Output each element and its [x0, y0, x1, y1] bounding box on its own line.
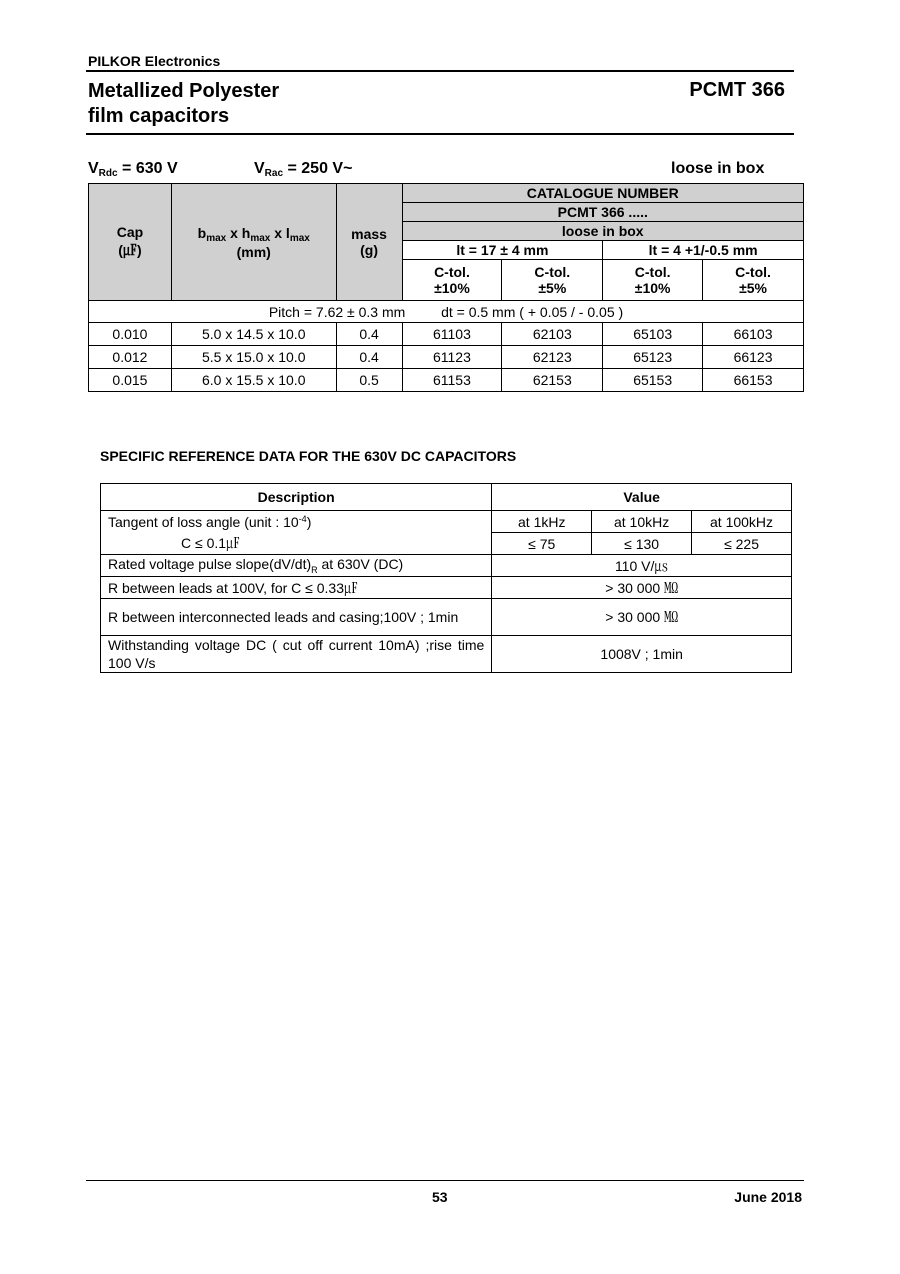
- dims-cell: 6.0 x 15.5 x 10.0: [171, 369, 336, 392]
- title-line-1: Metallized Polyester: [88, 80, 280, 102]
- rated-ac-voltage: $V_{Rac} = 250$ V~: [254, 160, 353, 179]
- dt-text: dt = 0.5 mm ( + 0.05 / - 0.05 ): [441, 303, 624, 320]
- leads-resistance-value: > 30 000 ㏁: [492, 577, 792, 599]
- header-rule: [86, 70, 794, 72]
- table-row: [89, 369, 804, 392]
- mass-cell: 0.5: [336, 369, 402, 392]
- series-header: PCMT 366 .....: [402, 203, 803, 222]
- frequency-cell: at 100kHz: [692, 511, 792, 533]
- tolerance-header: C-tol. ±10%: [402, 260, 502, 301]
- table-row: [89, 346, 804, 369]
- dims-cell: 5.0 x 14.5 x 10.0: [171, 323, 336, 346]
- catalogue-number-cell: 61123: [402, 346, 502, 369]
- mass-cell: 0.4: [336, 346, 402, 369]
- reference-table: [100, 483, 792, 673]
- tangent-description: Tangent of loss angle (unit : $10^{-4}$) C ≤ 0.1㎌: [101, 511, 492, 555]
- reference-section-title: SPECIFIC REFERENCE DATA FOR THE 630V DC CAPACITORS: [100, 448, 517, 464]
- table-row: [89, 323, 804, 346]
- catalogue-number-header: CATALOGUE NUMBER: [402, 184, 803, 203]
- catalogue-number-cell: 65153: [603, 369, 703, 392]
- withstand-voltage-value: 1008V ; 1min: [492, 636, 792, 673]
- mass-cell: 0.4: [336, 323, 402, 346]
- pitch-row: [89, 301, 804, 323]
- tangent-value-cell: ≤ 225: [692, 533, 792, 555]
- cap-cell: 0.010: [89, 323, 172, 346]
- catalogue-number-cell: 66103: [703, 323, 804, 346]
- tolerance-header: C-tol. ±5%: [502, 260, 603, 301]
- lead-length-header-1: lt = 17 ± 4 mm: [402, 241, 603, 260]
- dims-cell: 5.5 x 15.0 x 10.0: [171, 346, 336, 369]
- frequency-cell: at 1kHz: [492, 511, 592, 533]
- tangent-value-cell: ≤ 130: [592, 533, 692, 555]
- pitch-text: Pitch = 7.62 ± 0.3 mm: [268, 303, 406, 320]
- catalogue-number-cell: 65103: [603, 323, 703, 346]
- catalogue-number-cell: 65123: [603, 346, 703, 369]
- tangent-value-cell: ≤ 75: [492, 533, 592, 555]
- tolerance-header: C-tol. ±10%: [603, 260, 703, 301]
- description-header: Description: [101, 484, 492, 511]
- catalogue-number-cell: 61153: [402, 369, 502, 392]
- catalogue-number-cell: 66123: [703, 346, 804, 369]
- publication-date: June 2018: [734, 1189, 802, 1205]
- packaging-header: loose in box: [402, 222, 803, 241]
- casing-resistance-value: > 30 000 ㏁: [492, 599, 792, 636]
- cap-cell: 0.012: [89, 346, 172, 369]
- frequency-cell: at 10kHz: [592, 511, 692, 533]
- company-name: PILKOR Electronics: [88, 53, 221, 69]
- pulse-slope-description: Rated voltage pulse $slope(dV/dt)_R$ at 630V (DC): [101, 555, 492, 577]
- page-number: 53: [432, 1189, 448, 1205]
- value-header: Value: [492, 484, 792, 511]
- withstand-voltage-description: Withstanding voltage DC ( cut off current 10mA) ;rise time 100 V/s: [101, 636, 492, 673]
- title-line-2: film capacitors: [88, 105, 230, 127]
- catalogue-number-cell: 66153: [703, 369, 804, 392]
- catalogue-number-cell: 61103: [402, 323, 502, 346]
- model-number: PCMT 366: [689, 79, 785, 101]
- lead-length-header-2: lt = 4 +1/-0.5 mm: [603, 241, 804, 260]
- leads-resistance-description: R between leads at 100V, for C ≤ 0.33㎌: [101, 577, 492, 599]
- cap-header: Cap (㎌): [89, 184, 172, 301]
- pulse-slope-value: 110 V/㎲: [492, 555, 792, 577]
- dimensions-header: $b_{max}$ x $h_{max}$ x $l_{max}$ (mm): [171, 184, 336, 301]
- mass-header: mass (g): [336, 184, 402, 301]
- footer-rule: [86, 1180, 804, 1181]
- rated-dc-voltage: $V_{Rdc} = 630$ V: [88, 160, 178, 179]
- packaging-label: loose in box: [671, 160, 765, 177]
- catalogue-number-cell: 62103: [502, 323, 603, 346]
- tolerance-header: C-tol. ±5%: [703, 260, 804, 301]
- casing-resistance-description: R between interconnected leads and casing;100V ; 1min: [101, 599, 492, 636]
- title-rule: [86, 133, 794, 135]
- document-title: [88, 79, 279, 129]
- catalogue-number-cell: 62153: [502, 369, 603, 392]
- catalogue-number-cell: 62123: [502, 346, 603, 369]
- catalogue-table: [88, 183, 804, 392]
- cap-cell: 0.015: [89, 369, 172, 392]
